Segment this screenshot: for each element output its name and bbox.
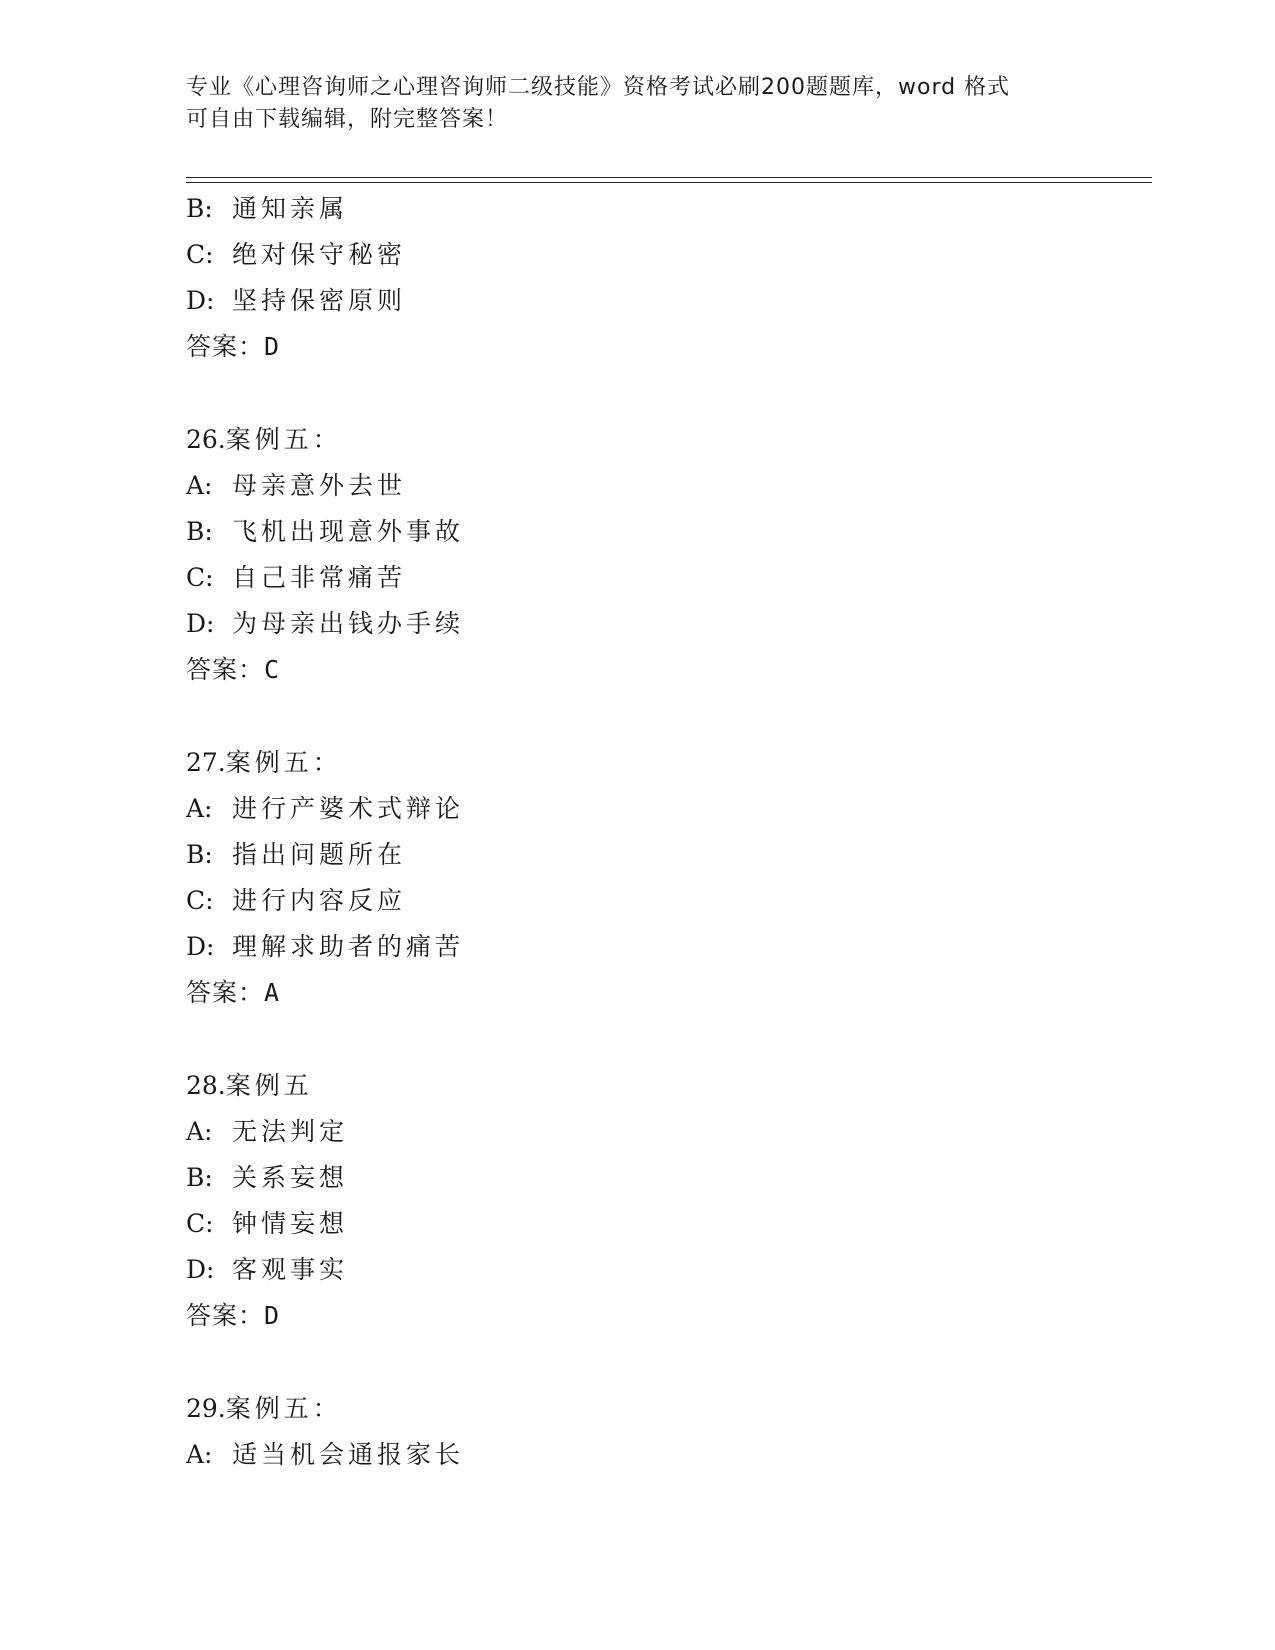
question-text: 案例五： xyxy=(225,748,342,777)
question-title xyxy=(186,1386,1146,1432)
option-letter: A: xyxy=(186,1440,213,1469)
option-letter: A: xyxy=(186,794,213,823)
option-text: 钟情妄想 xyxy=(232,1209,349,1238)
document-header xyxy=(186,72,1086,136)
option-letter: D: xyxy=(186,609,215,638)
question-27 xyxy=(186,740,1146,1016)
header-line-2: 可自由下载编辑，附完整答案！ xyxy=(186,107,509,132)
answer-line xyxy=(186,324,1146,370)
option-letter: B: xyxy=(186,194,213,223)
option-b xyxy=(186,832,1146,878)
option-b xyxy=(186,509,1146,555)
question-title xyxy=(186,740,1146,786)
option-text: 自己非常痛苦 xyxy=(232,563,407,592)
option-letter: B: xyxy=(186,517,213,546)
option-text: 通知亲属 xyxy=(232,194,349,223)
answer-value: D xyxy=(264,1301,281,1330)
option-a xyxy=(186,786,1146,832)
option-d xyxy=(186,278,1146,324)
header-divider-top xyxy=(186,177,1152,178)
option-letter: B: xyxy=(186,840,213,869)
option-text: 绝对保守秘密 xyxy=(232,240,407,269)
option-letter: B: xyxy=(186,1163,213,1192)
question-number: 27. xyxy=(186,748,226,777)
question-title xyxy=(186,417,1146,463)
question-number: 29. xyxy=(186,1394,226,1423)
answer-value: A xyxy=(264,978,281,1007)
option-a xyxy=(186,1109,1146,1155)
option-text: 坚持保密原则 xyxy=(232,286,407,315)
option-text: 为母亲出钱办手续 xyxy=(232,609,465,638)
answer-label: 答案： xyxy=(186,978,265,1007)
option-d xyxy=(186,924,1146,970)
option-letter: C: xyxy=(186,886,214,915)
option-letter: D: xyxy=(186,932,215,961)
option-c xyxy=(186,555,1146,601)
question-text: 案例五： xyxy=(225,1394,342,1423)
option-d xyxy=(186,601,1146,647)
question-number: 28. xyxy=(186,1071,226,1100)
option-letter: D: xyxy=(186,286,215,315)
question-29 xyxy=(186,1386,1146,1478)
option-b xyxy=(186,186,1146,232)
option-letter: C: xyxy=(186,1209,214,1238)
question-26 xyxy=(186,417,1146,693)
answer-value: D xyxy=(264,332,281,361)
option-c xyxy=(186,878,1146,924)
option-letter: C: xyxy=(186,240,214,269)
option-c xyxy=(186,1201,1146,1247)
option-text: 理解求助者的痛苦 xyxy=(232,932,465,961)
option-text: 进行内容反应 xyxy=(232,886,407,915)
answer-line xyxy=(186,1293,1146,1339)
option-text: 指出问题所在 xyxy=(232,840,407,869)
question-text: 案例五： xyxy=(225,425,342,454)
option-text: 无法判定 xyxy=(232,1117,349,1146)
option-b xyxy=(186,1155,1146,1201)
option-letter: C: xyxy=(186,563,214,592)
header-line-1: 专业《心理咨询师之心理咨询师二级技能》资格考试必刷200题题库，word 格式 xyxy=(186,75,1011,100)
answer-label: 答案： xyxy=(186,1301,265,1330)
question-25-continued xyxy=(186,186,1146,370)
answer-label: 答案： xyxy=(186,655,265,684)
answer-line xyxy=(186,970,1146,1016)
option-text: 母亲意外去世 xyxy=(232,471,407,500)
question-28 xyxy=(186,1063,1146,1339)
answer-value: C xyxy=(264,655,281,684)
option-a xyxy=(186,1432,1146,1478)
option-text: 客观事实 xyxy=(232,1255,349,1284)
question-text: 案例五 xyxy=(225,1071,313,1100)
option-text: 飞机出现意外事故 xyxy=(232,517,465,546)
answer-label: 答案： xyxy=(186,332,265,361)
option-text: 关系妄想 xyxy=(232,1163,349,1192)
option-text: 适当机会通报家长 xyxy=(232,1440,465,1469)
option-letter: A: xyxy=(186,1117,213,1146)
option-a xyxy=(186,463,1146,509)
question-title xyxy=(186,1063,1146,1109)
option-text: 进行产婆术式辩论 xyxy=(232,794,465,823)
option-letter: A: xyxy=(186,471,213,500)
option-c xyxy=(186,232,1146,278)
question-list xyxy=(186,186,1146,1525)
answer-line xyxy=(186,647,1146,693)
option-d xyxy=(186,1247,1146,1293)
header-divider-bottom xyxy=(186,182,1152,183)
question-number: 26. xyxy=(186,425,226,454)
option-letter: D: xyxy=(186,1255,215,1284)
